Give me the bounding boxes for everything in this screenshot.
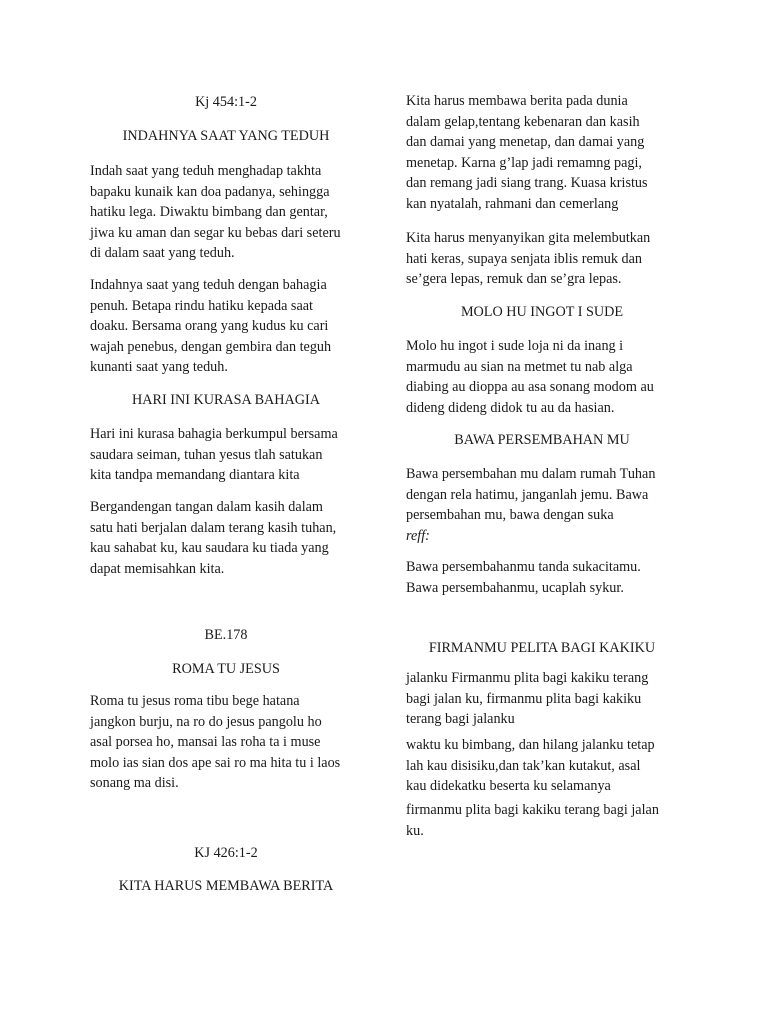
song-verse	[90, 424, 362, 486]
verse-line: wajah penebus, dengan gembira dan teguh	[90, 338, 332, 355]
verse-line: firmanmu plita bagi kakiku terang bagi jalan	[406, 802, 659, 818]
song-title: ROMA TU JESUS	[172, 661, 280, 677]
verse-line: Roma tu jesus roma tibu bege hatana	[90, 693, 300, 709]
song-reference: BE.178	[204, 627, 248, 643]
song-chorus	[406, 557, 678, 598]
song-verse	[406, 735, 678, 797]
verse-line: menetap. Karna g’lap jadi remamng pagi,	[406, 154, 642, 171]
verse-line: kau sahabat ku, kau saudara ku tiada yang	[90, 540, 329, 557]
song-title: BAWA PERSEMBAHAN MU	[454, 432, 630, 448]
verse-line: doaku. Bersama orang yang kudus ku cari	[90, 318, 329, 335]
song-verse	[90, 161, 362, 264]
verse-line: bagi jalan ku, firmanmu plita bagi kakiku	[406, 690, 642, 707]
verse-line: satu hati berjalan dalam terang kasih tuhan,	[90, 519, 337, 536]
song-title: HARI INI KURASA BAHAGIA	[132, 392, 320, 408]
verse-line: Molo hu ingot i sude loja ni da inang i	[406, 338, 624, 354]
song-verse	[406, 800, 678, 841]
verse-line: hatiku lega. Diwaktu bimbang dan gentar,	[90, 204, 328, 221]
verse-line: kita tandpa memandang diantara kita	[90, 467, 300, 484]
verse-line: di dalam saat yang teduh.	[90, 245, 235, 262]
song-verse	[406, 336, 678, 418]
verse-line: hati keras, supaya senjata iblis remuk dan	[406, 250, 642, 267]
verse-line: Kita harus membawa berita pada dunia	[406, 93, 628, 109]
verse-line: Bergandengan tangan dalam kasih dalam	[90, 499, 323, 515]
verse-line: Kita harus menyanyikan gita melembutkan	[406, 230, 651, 246]
reff-label: reff:	[406, 527, 430, 544]
verse-line: jangkon burju, na ro do jesus pangolu ho	[90, 713, 322, 730]
verse-line: Indah saat yang teduh menghadap takhta	[90, 163, 322, 179]
verse-line: jiwa ku aman dan segar ku bebas dari seteru	[90, 224, 341, 241]
song-verse	[90, 497, 362, 579]
song-title: FIRMANMU PELITA BAGI KAKIKU	[428, 640, 656, 656]
verse-line: kau didekatku beserta ku selamanya	[406, 778, 611, 795]
song-title: INDAHNYA SAAT YANG TEDUH	[122, 128, 330, 144]
song-title: KITA HARUS MEMBAWA BERITA	[118, 878, 334, 894]
verse-line: dengan rela hatimu, janganlah jemu. Bawa	[406, 486, 649, 503]
song-verse	[406, 228, 678, 290]
verse-line: Bawa persembahanmu, ucaplah sykur.	[406, 579, 624, 596]
verse-line: dalam gelap,tentang kebenaran dan kasih	[406, 113, 640, 130]
verse-line: penuh. Betapa rindu hatiku kepada saat	[90, 297, 313, 314]
verse-line: diabing au dioppa au asa sonang modom au	[406, 379, 654, 396]
song-verse	[90, 275, 362, 378]
verse-line: dan damai yang menetap, dan damai yang	[406, 134, 645, 151]
song-verse	[406, 464, 678, 546]
verse-line: dapat memisahkan kita.	[90, 560, 225, 577]
verse-line: marmudu au sian na metmet tu nab alga	[406, 358, 633, 375]
verse-line: molo ias sian dos ape sai ro ma hita tu i laos	[90, 754, 341, 771]
verse-line: persembahan mu, bawa dengan suka	[406, 507, 614, 524]
verse-line: dideng dideng didok tu au da hasian.	[406, 399, 615, 416]
verse-line: dan remang jadi siang trang. Kuasa kristus	[406, 175, 648, 192]
verse-line: waktu ku bimbang, dan hilang jalanku tetap	[406, 737, 655, 753]
verse-line: saudara seiman, tuhan yesus tlah satukan	[90, 446, 323, 463]
verse-line: se’gera lepas, remuk dan se’gra lepas.	[406, 271, 622, 288]
verse-line: jalanku Firmanmu plita bagi kakiku terang	[406, 670, 649, 686]
song-verse	[90, 691, 362, 794]
song-title: MOLO HU INGOT I SUDE	[460, 304, 624, 320]
song-reference: Kj 454:1-2	[195, 94, 257, 110]
verse-line: Hari ini kurasa bahagia berkumpul bersama	[90, 426, 338, 442]
song-verse	[406, 91, 678, 215]
verse-line: kunanti saat yang teduh.	[90, 359, 228, 376]
verse-line: ku.	[406, 822, 424, 839]
verse-line: Bawa persembahanmu tanda sukacitamu.	[406, 559, 641, 575]
song-verse	[406, 668, 678, 730]
verse-line: asal porsea ho, mansai las roha ta i muse	[90, 734, 321, 751]
verse-line: kan nyatalah, rahmani dan cemerlang	[406, 195, 619, 212]
verse-line: bapaku kunaik kan doa padanya, sehingga	[90, 183, 330, 200]
song-reference: KJ 426:1-2	[194, 845, 258, 861]
verse-line: sonang ma disi.	[90, 775, 179, 792]
verse-line: lah kau disisiku,dan tak’kan kutakut, asal	[406, 757, 641, 774]
verse-line: terang bagi jalanku	[406, 711, 515, 728]
verse-line: Indahnya saat yang teduh dengan bahagia	[90, 277, 327, 293]
verse-line: Bawa persembahan mu dalam rumah Tuhan	[406, 466, 656, 482]
